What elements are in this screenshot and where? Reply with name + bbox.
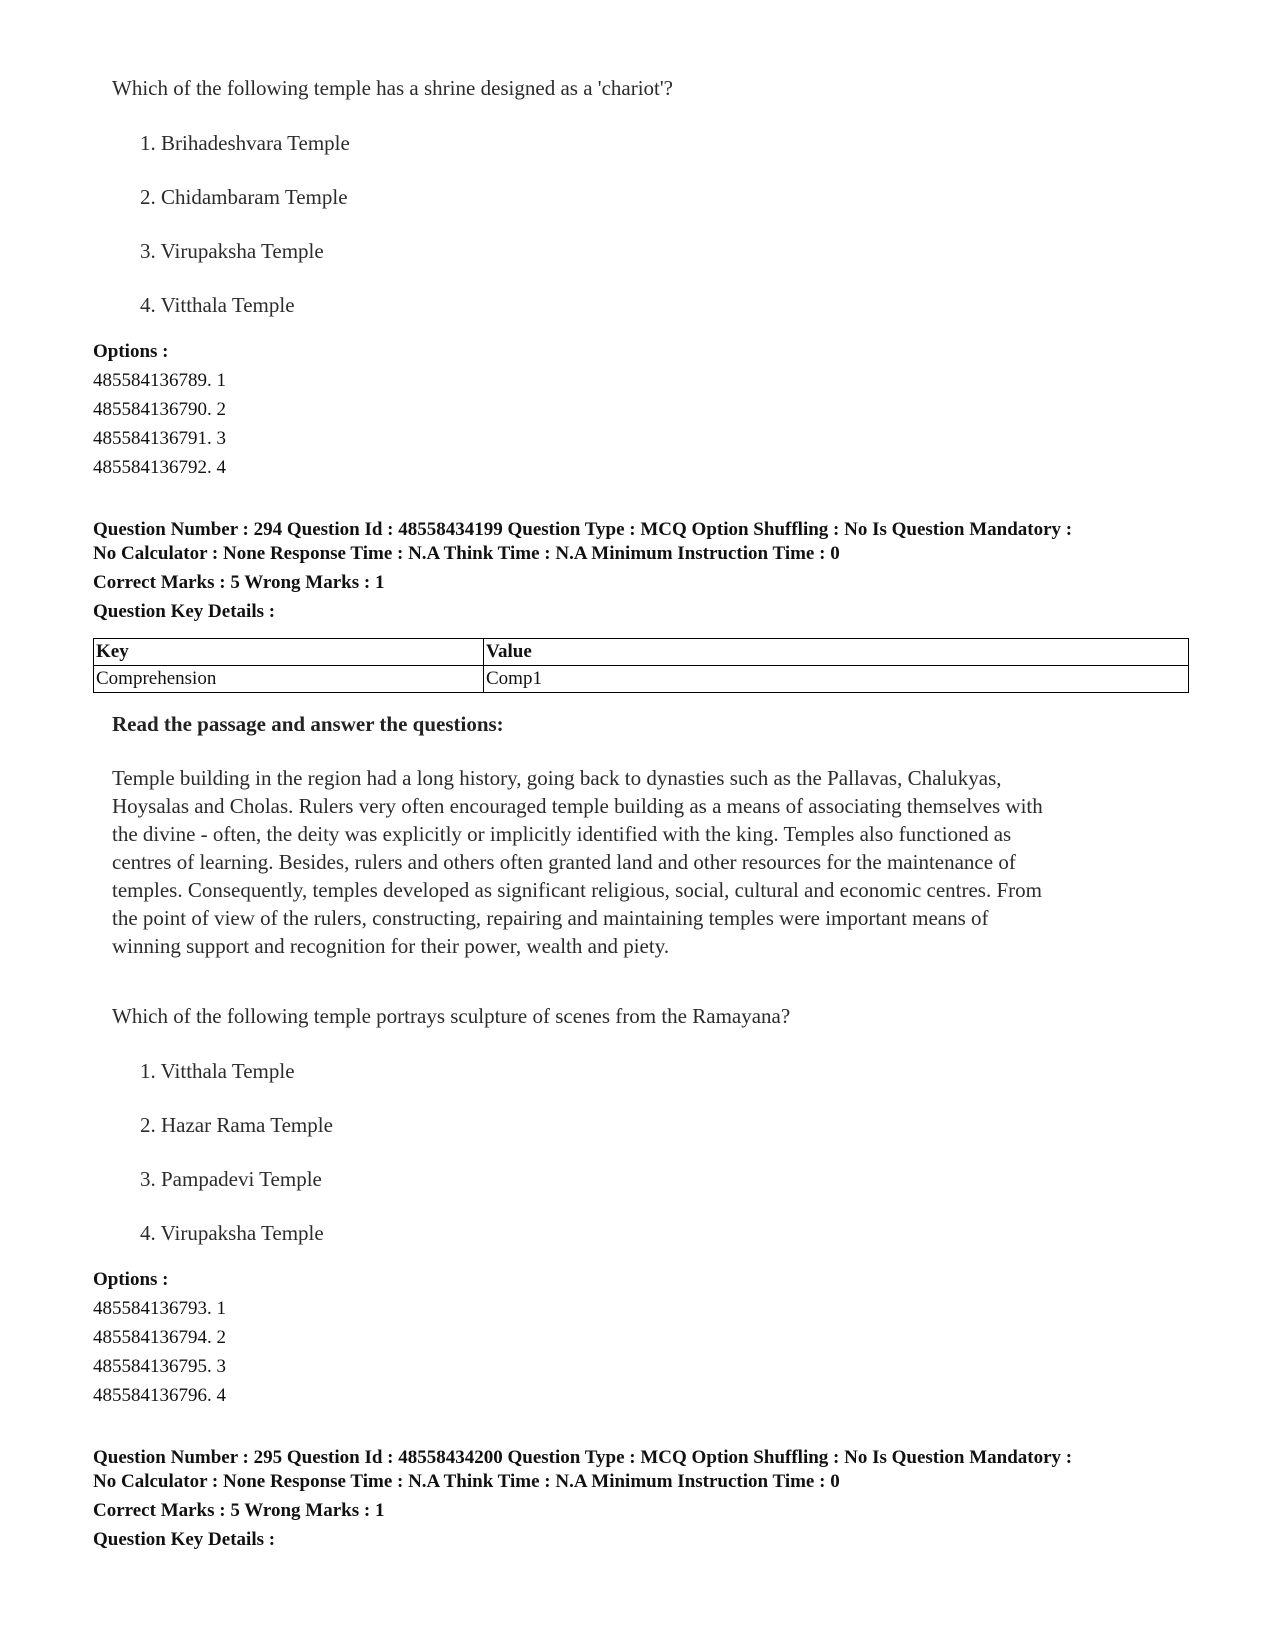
- passage-line: centres of learning. Besides, rulers and others often granted land and other resources for the maintenance of: [112, 850, 1016, 874]
- table-header-value: Value: [484, 639, 1189, 666]
- key-details-table: [93, 638, 1189, 693]
- passage-line: winning support and recognition for their power, wealth and piety.: [112, 934, 670, 958]
- question-meta: [93, 518, 1072, 566]
- table-cell-value: Comp1: [484, 666, 1189, 693]
- option-id: 485584136790. 2: [93, 399, 226, 420]
- option-id-list: [93, 1294, 226, 1410]
- key-details-label: Question Key Details :: [93, 1529, 276, 1550]
- choice-item: 1. Vitthala Temple: [140, 1059, 295, 1083]
- table-header-row: [94, 639, 1189, 666]
- choice-item: 1. Brihadeshvara Temple: [140, 131, 350, 155]
- options-label: Options :: [93, 341, 169, 362]
- passage-title: Read the passage and answer the questions:: [112, 712, 504, 736]
- question-meta-line1: Question Number : 294 Question Id : 48558434199 Question Type : MCQ Option Shuffling : No Is Question Mandatory :: [93, 519, 1073, 540]
- marks-line: Correct Marks : 5 Wrong Marks : 1: [93, 1500, 385, 1521]
- option-id: 485584136796. 4: [93, 1385, 226, 1406]
- question-meta-line2: No Calculator : None Response Time : N.A Think Time : N.A Minimum Instruction Time : 0: [93, 543, 840, 564]
- passage-line: the point of view of the rulers, constructing, repairing and maintaining temples were important means of: [112, 906, 989, 930]
- choice-list: [140, 130, 350, 346]
- option-id: 485584136792. 4: [93, 457, 226, 478]
- passage-line: Hoysalas and Cholas. Rulers very often encouraged temple building as a means of associating themselves with: [112, 794, 1043, 818]
- table-cell-key: Comprehension: [94, 666, 484, 693]
- question-text: Which of the following temple has a shrine designed as a 'chariot'?: [112, 76, 673, 100]
- table-header-key: Key: [94, 639, 484, 666]
- passage-line: the divine - often, the deity was explicitly or implicitly identified with the king. Temples also functioned as: [112, 822, 1012, 846]
- option-id: 485584136791. 3: [93, 428, 226, 449]
- choice-list: [140, 1058, 333, 1274]
- option-id: 485584136795. 3: [93, 1356, 226, 1377]
- passage-text: [112, 764, 1182, 960]
- passage-line: temples. Consequently, temples developed as significant religious, social, cultural and economic centres. From: [112, 878, 1042, 902]
- choice-item: 2. Hazar Rama Temple: [140, 1113, 333, 1137]
- question-meta-line2: No Calculator : None Response Time : N.A Think Time : N.A Minimum Instruction Time : 0: [93, 1471, 840, 1492]
- option-id-list: [93, 366, 226, 482]
- choice-item: 3. Pampadevi Temple: [140, 1167, 322, 1191]
- table-row: [94, 666, 1189, 693]
- choice-item: 4. Vitthala Temple: [140, 293, 295, 317]
- option-id: 485584136793. 1: [93, 1298, 226, 1319]
- question-text: Which of the following temple portrays sculpture of scenes from the Ramayana?: [112, 1004, 791, 1028]
- options-label: Options :: [93, 1269, 169, 1290]
- option-id: 485584136789. 1: [93, 370, 226, 391]
- question-meta: [93, 1446, 1072, 1494]
- choice-item: 4. Virupaksha Temple: [140, 1221, 324, 1245]
- option-id: 485584136794. 2: [93, 1327, 226, 1348]
- choice-item: 3. Virupaksha Temple: [140, 239, 324, 263]
- question-meta-line1: Question Number : 295 Question Id : 48558434200 Question Type : MCQ Option Shuffling : No Is Question Mandatory :: [93, 1447, 1073, 1468]
- marks-line: Correct Marks : 5 Wrong Marks : 1: [93, 572, 385, 593]
- choice-item: 2. Chidambaram Temple: [140, 185, 348, 209]
- key-details-label: Question Key Details :: [93, 601, 276, 622]
- passage-line: Temple building in the region had a long history, going back to dynasties such as the Pallavas, Chalukyas,: [112, 766, 1002, 790]
